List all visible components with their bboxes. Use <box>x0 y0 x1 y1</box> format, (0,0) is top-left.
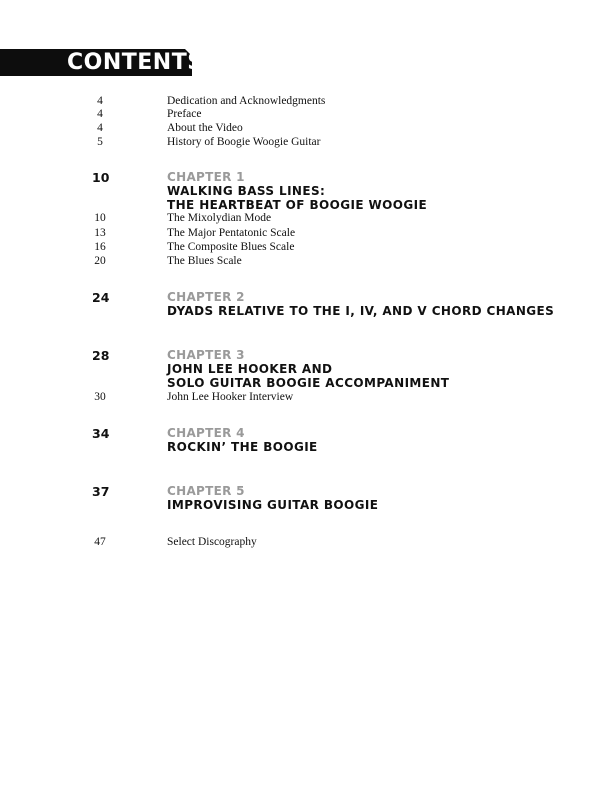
chapter-title: JOHN LEE HOOKER AND <box>167 362 333 376</box>
toc-page-number: 20 <box>94 255 106 267</box>
chapter-title: DYADS RELATIVE TO THE I, IV, AND V CHORD CHANGES <box>167 304 555 318</box>
toc-entry-title: About the Video <box>167 122 243 134</box>
chapter-label: CHAPTER 3 <box>167 348 245 362</box>
chapter-label: CHAPTER 5 <box>167 484 245 498</box>
toc-entry-title: The Major Pentatonic Scale <box>167 227 296 239</box>
chapter-title: WALKING BASS LINES: <box>167 184 326 198</box>
toc-entry[interactable] <box>0 135 600 150</box>
toc-entry[interactable] <box>0 240 600 255</box>
chapter-label: CHAPTER 2 <box>167 290 245 304</box>
toc-entry[interactable] <box>0 121 600 136</box>
chapter-page-number: 34 <box>92 426 110 441</box>
toc-entry-title: Select Discography <box>167 536 257 548</box>
chapter-title: THE HEARTBEAT OF BOOGIE WOOGIE <box>167 198 428 212</box>
toc-entry[interactable] <box>0 107 600 122</box>
toc-page-number: 30 <box>94 391 106 403</box>
toc-page-number: 16 <box>94 241 106 253</box>
toc-entry-title: Dedication and Acknowledgments <box>167 95 326 107</box>
toc-entry[interactable] <box>0 211 600 226</box>
toc-page-number: 13 <box>94 227 106 239</box>
toc-entry-title: History of Boogie Woogie Guitar <box>167 136 321 148</box>
toc-entry[interactable] <box>0 226 600 241</box>
toc-entry[interactable] <box>0 390 600 405</box>
toc-page-number: 5 <box>97 136 103 148</box>
page-title: CONTENTS <box>67 50 204 75</box>
toc-page-number: 4 <box>97 122 103 134</box>
chapter-label: CHAPTER 1 <box>167 170 245 184</box>
chapter-title: IMPROVISING GUITAR BOOGIE <box>167 498 379 512</box>
toc-entry-title: The Composite Blues Scale <box>167 241 295 253</box>
toc-entry-title: Preface <box>167 108 202 120</box>
chapter-page-number: 28 <box>92 348 110 363</box>
chapter-title: ROCKIN’ THE BOOGIE <box>167 440 318 454</box>
chapter-title: SOLO GUITAR BOOGIE ACCOMPANIMENT <box>167 376 450 390</box>
toc-entry-title: The Mixolydian Mode <box>167 212 272 224</box>
chapter-page-number: 10 <box>92 170 110 185</box>
toc-entry[interactable] <box>0 535 600 550</box>
toc-page-number: 4 <box>97 95 103 107</box>
toc-entry[interactable] <box>0 254 600 269</box>
chapter-page-number: 24 <box>92 290 110 305</box>
toc-entry-title: John Lee Hooker Interview <box>167 391 294 403</box>
toc-page-number: 4 <box>97 108 103 120</box>
toc-page-number: 10 <box>94 212 106 224</box>
toc-entry-title: The Blues Scale <box>167 255 242 267</box>
chapter-page-number: 37 <box>92 484 110 499</box>
toc-page-number: 47 <box>94 536 106 548</box>
chapter-label: CHAPTER 4 <box>167 426 245 440</box>
